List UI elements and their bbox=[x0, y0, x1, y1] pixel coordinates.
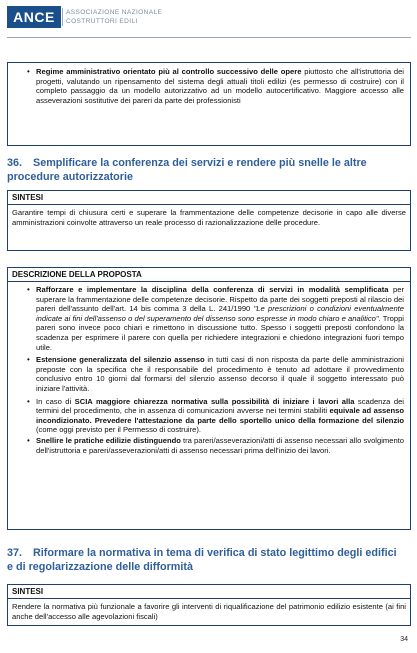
logo-divider bbox=[62, 8, 63, 26]
org-line-1: ASSOCIAZIONE NAZIONALE bbox=[66, 9, 163, 16]
organization-name bbox=[66, 8, 162, 26]
description-title: DESCRIZIONE DELLA PROPOSTA bbox=[8, 268, 410, 282]
section-title-line-2: e di regolarizzazione delle difformità bbox=[7, 561, 193, 573]
section-title-line-1: Semplificare la conferenza dei servizi e rendere più snelle le altre bbox=[33, 157, 367, 169]
bullet-icon: • bbox=[27, 285, 30, 294]
item-text: . Troppi pareri sono invece poco chiari e rimettono in discussione tutto. Spesso i soggetti preposti confondono la scadenza per esprimere il parere con quella per richiedere integrazioni e chiedono integrazioni fuori tempo utile. bbox=[36, 313, 404, 352]
section-36-sintesi-box bbox=[7, 190, 411, 251]
item-quote: "Le prescrizioni o condizioni eventualmente indicate ai fini dell'assenso o del superamento del dissenso sono espresse in modo chiaro e analitico" bbox=[36, 304, 404, 323]
org-line-2: COSTRUTTORI EDILI bbox=[66, 18, 138, 25]
item-bold-text: SCIA maggiore chiarezza normativa sulla possibilità di iniziare i lavori alla bbox=[74, 396, 355, 406]
item-text: per superare la frammentazione delle competenze decisorie. Rispetto da parte dei soggetti preposti al rilascio dei pareri dell'assunto dell'art. 14 bis comma 3 della L. 241/1990 bbox=[36, 285, 404, 314]
item-text: tra pareri/asseverazioni/atti di assenso necessari allo svolgimento dell'istruttoria e pareri/asseverazioni/atti di assenso necessari prima dell'inizio dei lavori. bbox=[36, 435, 405, 455]
item-text: piuttosto che all'istruttoria dei progetti, valutando un ripensamento del sistema degli attuali titoli edilizi (es permesso di costruire) con il completo passaggio da un modello autorizzativo ad un modello autocertificativo. Maggiore accesso alle asseverazioni sostitutive dei pareri da parte dei professionisti bbox=[36, 67, 404, 105]
sintesi-title: SINTESI bbox=[8, 191, 410, 205]
section-title-line-1: Riformare la normativa in tema di verifica di stato legittimo degli edifici bbox=[33, 547, 397, 559]
bullet-icon: • bbox=[27, 355, 30, 365]
list-item bbox=[8, 397, 410, 435]
proposal-continuation-box bbox=[7, 62, 411, 146]
item-text: (come oggi previsto per il Permesso di costruire). bbox=[36, 425, 202, 435]
item-text: in tutti casi di non risposta da parte delle amministrazioni preposte con la specifica che il responsabile del procedimento è tenuto ad adottare il provvedimento conclusivo entro 10 giorni dal formarsi del silenzio assenso decorso il quale il soggetto interessato può iniziare l'attività. bbox=[36, 355, 404, 393]
item-bold-text: Rafforzare e implementare la disciplina della conferenza di servizi in modalità semplificata bbox=[36, 285, 389, 294]
page-number: 34 bbox=[400, 636, 408, 643]
section-36-heading bbox=[7, 156, 411, 184]
list-item bbox=[8, 67, 410, 105]
bullet-icon: • bbox=[27, 67, 30, 76]
section-36-description-box bbox=[7, 267, 411, 530]
list-item bbox=[8, 285, 410, 352]
section-number: 37. bbox=[7, 547, 23, 559]
item-text: scadenza dei termini del procedimento, che in assenza di comunicazioni avverse nei termini stabiliti bbox=[36, 396, 404, 416]
sintesi-title: SINTESI bbox=[8, 585, 410, 599]
section-37-sintesi-box bbox=[7, 584, 411, 626]
section-number: 36. bbox=[7, 157, 23, 169]
section-title-line-2: procedure autorizzatorie bbox=[7, 171, 133, 183]
item-bold-text: Regime amministrativo orientato più al controllo successivo delle opere bbox=[36, 67, 302, 76]
sintesi-text: Rendere la normativa più funzionale a favorire gli interventi di riqualificazione del patrimonio edilizio esistente (ai fini anche dell'accesso alle agevolazioni fiscali) bbox=[12, 602, 406, 621]
item-bold-text: Snellire le pratiche edilizie distinguendo bbox=[36, 435, 181, 445]
bullet-icon: • bbox=[27, 435, 30, 445]
ance-logo: ANCE bbox=[7, 6, 61, 28]
item-bold-text: equivale ad assenso incondizionato. Prevedere l'attestazione da parte dello sportello unico della formazione del silenzio bbox=[36, 406, 404, 425]
page-header bbox=[0, 0, 417, 38]
bullet-icon: • bbox=[27, 396, 30, 406]
header-rule bbox=[7, 37, 411, 38]
item-text: In caso di bbox=[36, 396, 75, 406]
item-bold-text: Estensione generalizzata del silenzio assenso bbox=[36, 355, 205, 365]
list-item bbox=[8, 436, 410, 455]
section-37-heading bbox=[7, 546, 411, 574]
sintesi-text: Garantire tempi di chiusura certi e superare la frammentazione delle competenze decisorie in capo alle diverse amministrazioni coinvolte attraverso un reale processo di razionalizzazione delle procedure. bbox=[12, 208, 406, 227]
list-item bbox=[8, 355, 410, 393]
